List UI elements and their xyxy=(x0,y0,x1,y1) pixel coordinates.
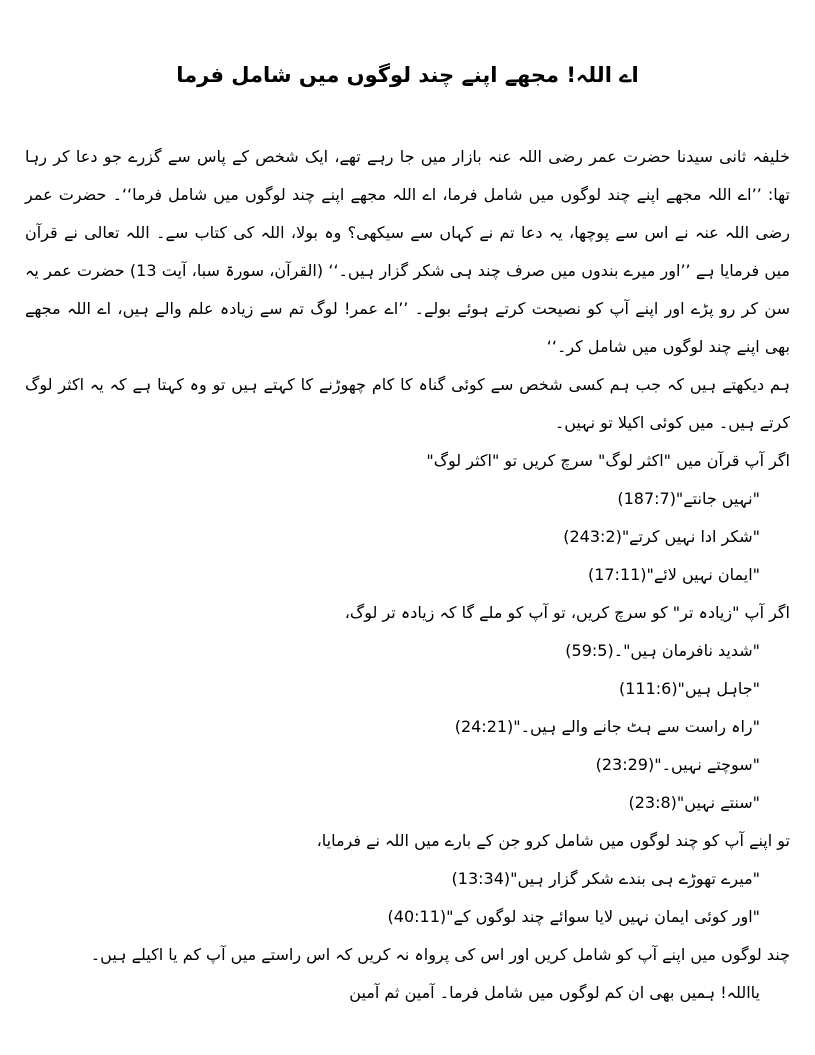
quran-quote-line: "نہیں جانتے"(187:7) xyxy=(617,489,760,508)
document-body xyxy=(0,138,815,1012)
quran-quote-line: "راہ راست سے ہٹ جانے والے ہیں۔"(24:21) xyxy=(454,717,760,736)
quran-quote-line: "شکر ادا نہیں کرتے"(243:2) xyxy=(563,527,760,546)
quran-quote-line: "سنتے نہیں"(23:8) xyxy=(628,793,760,812)
quran-quote-line: "ایمان نہیں لائے"(17:11) xyxy=(587,565,760,584)
body-paragraph: چند لوگوں میں اپنے آپ کو شامل کریں اور اس کی پرواہ نہ کریں کہ اس راستے میں آپ کم یا اکیلے ہیں۔ xyxy=(90,945,790,964)
body-paragraph: خلیفہ ثانی سیدنا حضرت عمر رضی اللہ عنہ بازار میں جا رہے تھے، ایک شخص کے پاس سے گزرے جو دعا کر رہا تھا: ’’اے اللہ مجھے اپنے چند لوگوں میں شامل فرما، اے اللہ مجھے اپنے چند لوگوں میں شامل فرما‘‘۔ حضرت عمر رضی اللہ عنہ نے اس سے پوچھا، یہ دعا تم نے کہاں سے سیکھی؟ وہ بولا، اللہ کی کتاب سے۔ اللہ تعالی نے قرآن میں فرمایا ہے ’’اور میرے بندوں میں صرف چند ہی شکر گزار ہیں۔‘‘ (القرآن، سورۃ سبا، آیت 13) حضرت عمر یہ سن کر رو پڑے اور اپنے آپ کو نصیحت کرتے ہوئے بولے۔ ’’اے عمر! لوگ تم سے زیادہ علم والے ہیں، اے اللہ مجھے بھی اپنے چند لوگوں میں شامل کر۔‘‘ xyxy=(25,147,791,356)
quran-quote-line: "میرے تھوڑے ہی بندے شکر گزار ہیں"(13:34) xyxy=(451,869,760,888)
quran-quote-line: "شدید نافرمان ہیں"۔(59:5) xyxy=(565,641,760,660)
body-paragraph: ہم دیکھتے ہیں کہ جب ہم کسی شخص سے کوئی گناہ کا کام چھوڑنے کا کہتے ہیں تو وہ کہتا ہے کہ یہ اکثر لوگ کرتے ہیں۔ میں کوئی اکیلا تو نہیں۔ xyxy=(25,375,790,432)
quran-quote-line: "سوچتے نہیں۔"(23:29) xyxy=(595,755,760,774)
document-title: اے اللہ! مجھے اپنے چند لوگوں میں شامل فرما xyxy=(176,63,639,87)
text-line: اگر آپ قرآن میں "اکثر لوگ" سرچ کریں تو "اکثر لوگ" xyxy=(426,451,790,470)
quran-quote-line: "جاہل ہیں"(111:6) xyxy=(618,679,760,698)
quran-quote-line: "اور کوئی ایمان نہیں لایا سوائے چند لوگوں کے"(40:11) xyxy=(387,907,760,926)
text-line: اگر آپ "زیادہ تر" کو سرچ کریں، تو آپ کو ملے گا کہ زیادہ تر لوگ، xyxy=(344,603,790,622)
text-line: تو اپنے آپ کو چند لوگوں میں شامل کرو جن کے بارے میں اللہ نے فرمایا، xyxy=(316,831,790,850)
closing-dua-line: یااللہ! ہمیں بھی ان کم لوگوں میں شامل فرما۔ آمین ثم آمین xyxy=(349,983,760,1002)
